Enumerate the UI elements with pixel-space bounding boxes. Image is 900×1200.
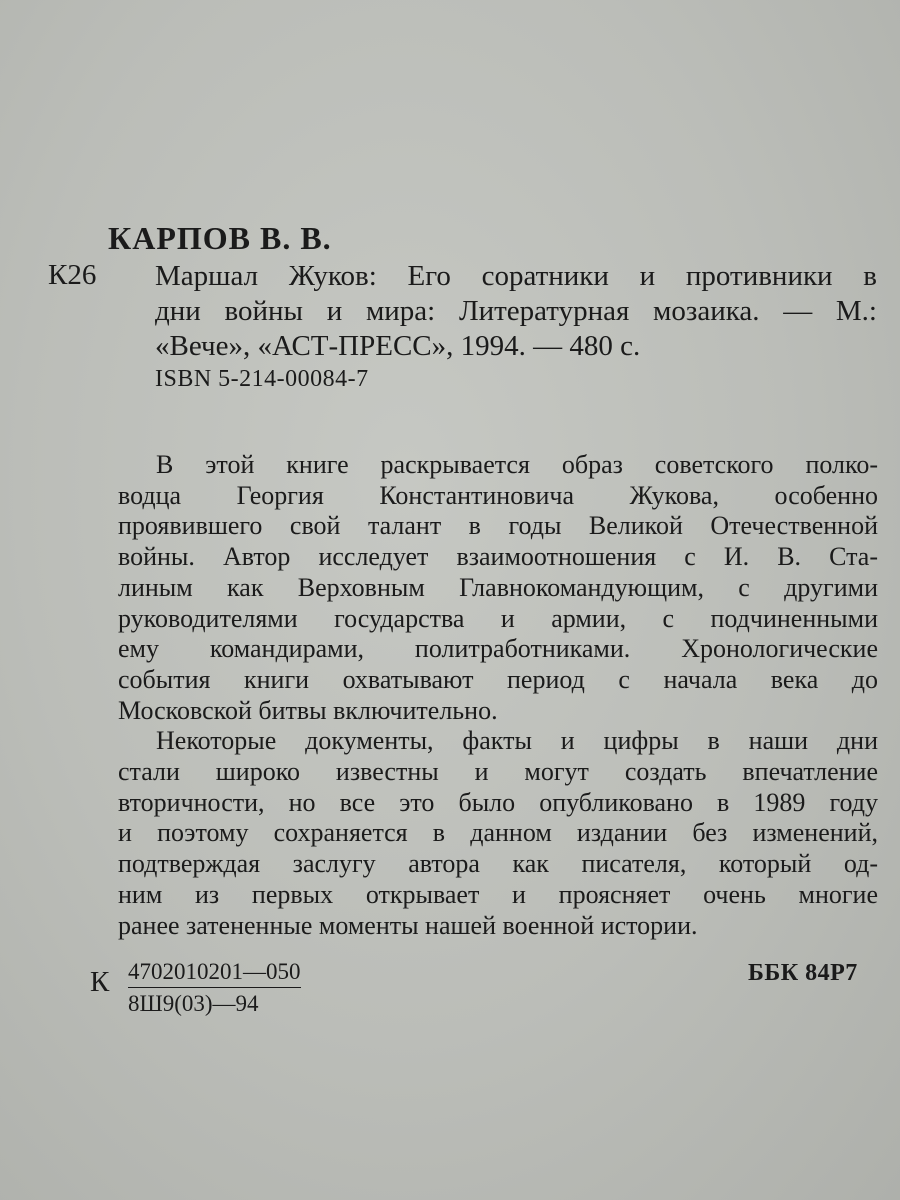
abstract-line: руководителями государства и армии, с подчиненными <box>118 603 878 633</box>
index-letter: К <box>90 966 110 998</box>
abstract-line: войны. Автор исследует взаимоотношения с И. В. Ста- <box>118 542 878 572</box>
biblio-line: дни войны и мира: Литературная мозаика. — М.: <box>155 295 877 327</box>
bbk-classification: ББК 84Р7 <box>748 960 858 986</box>
abstract-line: Московской битвы включительно. <box>118 695 498 725</box>
abstract-line: водца Георгия Константиновича Жукова, особенно <box>118 480 878 510</box>
abstract-line: линым как Верховным Главнокомандующим, с другими <box>118 572 878 602</box>
book-abstract <box>118 450 878 941</box>
abstract-line: события книги охватывают период с начала века до <box>118 664 878 694</box>
fraction-numerator: 4702010201—050 <box>128 958 301 988</box>
publisher-index-fraction <box>128 958 301 1018</box>
bibliographic-description <box>155 259 877 364</box>
abstract-line: подтверждая заслугу автора как писателя, который од- <box>118 849 878 879</box>
author-name: КАРПОВ В. В. <box>108 220 332 256</box>
abstract-line: и поэтому сохраняется в данном издании без изменений, <box>118 818 878 848</box>
abstract-line: В этой книге раскрывается образ советского полко- <box>156 450 878 479</box>
abstract-line: ранее затененные моменты нашей военной истории. <box>118 910 698 940</box>
catalog-code: К26 <box>48 259 97 291</box>
abstract-line: вторичности, но все это было опубликовано в 1989 году <box>118 787 878 817</box>
abstract-line: проявившего свой талант в годы Великой Отечественной <box>118 511 878 541</box>
abstract-line: Некоторые документы, факты и цифры в наши дни <box>156 726 878 756</box>
abstract-line: ним из первых открывает и проясняет очень многие <box>118 879 878 909</box>
fraction-denominator: 8Ш9(03)—94 <box>128 991 259 1016</box>
biblio-line: Маршал Жуков: Его соратники и противники в <box>155 260 877 292</box>
abstract-line: ему командирами, политработниками. Хронологические <box>118 634 878 664</box>
isbn-number: ISBN 5-214-00084-7 <box>155 366 369 392</box>
abstract-line: стали широко известны и могут создать впечатление <box>118 757 878 787</box>
biblio-line: «Вече», «АСТ-ПРЕСС», 1994. — 480 с. <box>155 330 641 362</box>
